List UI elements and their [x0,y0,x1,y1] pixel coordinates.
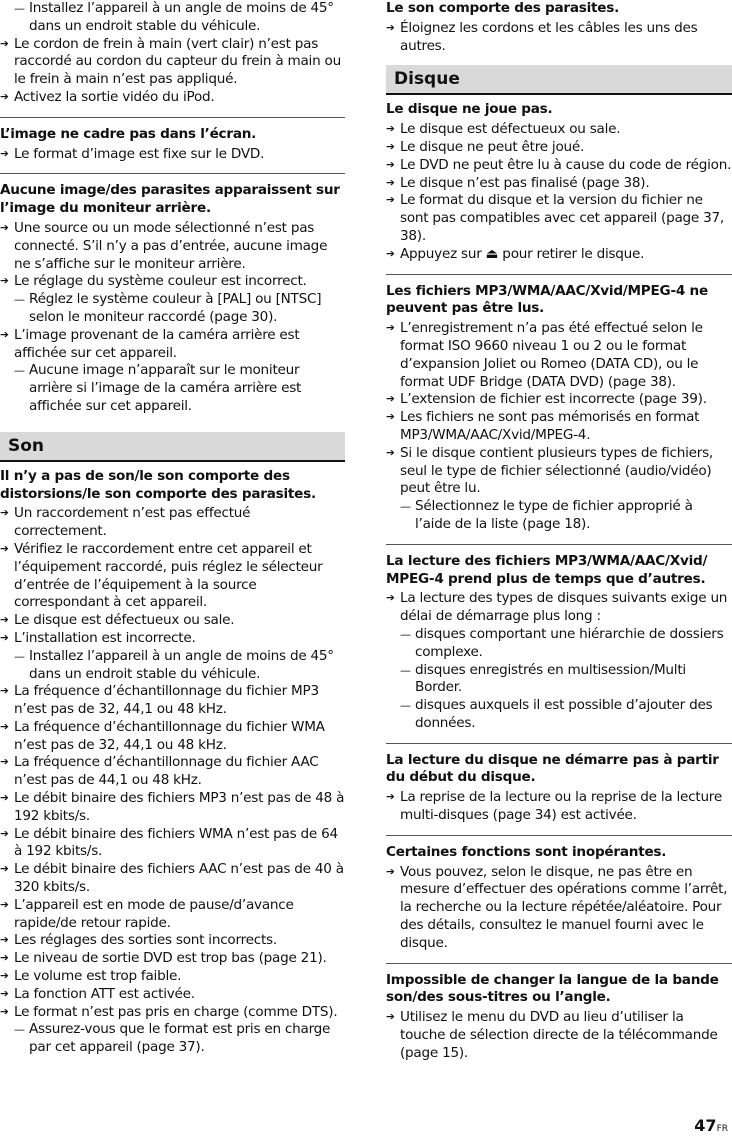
list-item: ➔ Le disque est défectueux ou sale. [0,612,345,630]
issue-title: Impossible de changer la langue de la bande son/des sous-titres ou l’angle. [386,971,719,1006]
sub-item: — disques comportant une hiérarchie de dossiers complexe. [386,626,732,662]
list-item: ➔ La fréquence d’échantillonnage du fichier MP3 n’est pas de 32, 44,1 ou 48 kHz. [0,683,345,719]
list-item: ➔ L’installation est incorrecte. [0,630,345,648]
list-item: ➔ Vous pouvez, selon le disque, ne pas être en mesure d’effectuer des opérations comme l’arrêt, la recherche ou la lecture répétée/aléatoire. Pour des détails, consultez le manuel fourni avec le disque. [386,864,732,953]
list-item: ➔ Utilisez le menu du DVD au lieu d’utiliser la touche de sélection directe de la télécommande (page 15). [386,1009,732,1062]
list-item: ➔ Le volume est trop faible. [0,968,345,986]
list-item: ➔ Le cordon de frein à main (vert clair) n’est pas raccordé au cordon du capteur du frein à main ou le frein à main n’est pas appliqué. [0,36,345,89]
language-code: FR [716,1124,728,1134]
page-footer [694,1116,728,1135]
list-item: ➔ Les fichiers ne sont pas mémorisés en format MP3/WMA/AAC/Xvid/MPEG-4. [386,409,732,445]
list-item: ➔ Activez la sortie vidéo du iPod. [0,89,345,107]
list-item: ➔ Vérifiez le raccordement entre cet appareil et l’équipement raccordé, puis réglez le sélecteur d’entrée de l’équipement à la source correspondant à cet appareil. [0,541,345,612]
continued-items [0,0,345,107]
list-item: ➔ L’enregistrement n’a pas été effectué selon le format ISO 9660 niveau 1 ou 2 ou le format d’expansion Joliet ou Romeo (DATA CD), ou le format UDF Bridge (DATA DVD) (page 38). [386,320,732,391]
section-heading-disque: Disque [386,65,732,95]
issue-disc-no-play [386,101,732,263]
list-item: ➔ Le format d’image est fixe sur le DVD. [0,146,345,164]
issue-not-from-start [386,743,732,825]
list-item: ➔ Éloignez les cordons et les câbles les uns des autres. [386,20,732,56]
issue-title: Certaines fonctions sont inopérantes. [386,843,667,860]
list-item: ➔ Le débit binaire des fichiers MP3 n’est pas de 48 à 192 kbits/s. [0,790,345,826]
list-item: ➔ Le disque ne peut être joué. [386,139,732,157]
left-column [0,0,345,1057]
issue-language-change [386,963,732,1063]
issue-title: Le disque ne joue pas. [386,101,553,118]
list-item: ➔ Appuyez sur ⏏ pour retirer le disque. [386,246,732,264]
issue-title: Le son comporte des parasites. [386,0,620,16]
issue-title: La lecture des fichiers MP3/WMA/AAC/Xvid/ MPEG-4 prend plus de temps que d’autres. [386,552,708,587]
list-item: ➔ L’extension de fichier est incorrecte (page 39). [386,391,732,409]
list-item: ➔ La fréquence d’échantillonnage du fichier AAC n’est pas de 44,1 ou 48 kHz. [0,754,345,790]
issue-functions-inoperative [386,835,732,953]
list-item: ➔ L’image provenant de la caméra arrière est affichée sur cet appareil. [0,327,345,363]
list-item: ➔ L’appareil est en mode de pause/d’avance rapide/de retour rapide. [0,897,345,933]
list-item: ➔ Le disque n’est pas finalisé (page 38). [386,175,732,193]
list-item: ➔ Un raccordement n’est pas effectué correctement. [0,505,345,541]
issue-title: L’image ne cadre pas dans l’écran. [0,125,257,142]
right-column [386,0,732,1063]
section-heading-son: Son [0,432,345,462]
list-item: ➔ Le débit binaire des fichiers WMA n’est pas de 64 à 192 kbits/s. [0,826,345,862]
list-item: ➔ La fréquence d’échantillonnage du fichier WMA n’est pas de 32, 44,1 ou 48 kHz. [0,719,345,755]
list-item: ➔ Une source ou un mode sélectionné n’est pas connecté. S’il n’y a pas d’entrée, aucune image ne s’affiche sur le moniteur arrière. [0,220,345,273]
issue-title: La lecture du disque ne démarre pas à partir du début du disque. [386,751,719,786]
issue-title: Il n’y a pas de son/le son comporte des distorsions/le son comporte des parasites. [0,467,316,502]
list-item: ➔ Le réglage du système couleur est incorrect. [0,273,345,291]
list-item: ➔ La fonction ATT est activée. [0,986,345,1004]
page-number: 47 [694,1116,717,1135]
issue-image-fit [0,117,345,164]
list-item: ➔ Le DVD ne peut être lu à cause du code de région. [386,157,732,175]
list-item: ➔ Le débit binaire des fichiers AAC n’est pas de 40 à 320 kbits/s. [0,861,345,897]
issue-no-sound [0,468,345,1057]
sub-item: — Sélectionnez le type de fichier approprié à l’aide de la liste (page 18). [386,498,732,534]
issue-title: Les fichiers MP3/WMA/AAC/Xvid/MPEG-4 ne peuvent pas être lus. [386,282,708,317]
sub-item: — Aucune image n’apparaît sur le moniteur arrière si l’image de la caméra arrière est affichée sur cet appareil. [0,362,345,415]
sub-item: — Réglez le système couleur à [PAL] ou [NTSC] selon le moniteur raccordé (page 30). [0,291,345,327]
sub-item: — Installez l’appareil à un angle de moins de 45° dans un endroit stable du véhicule. [0,0,345,36]
issue-sound-noise [386,0,732,55]
issue-files-unreadable [386,274,732,534]
list-item: ➔ Le niveau de sortie DVD est trop bas (page 21). [0,950,345,968]
sub-item: — disques auxquels il est possible d’ajouter des données. [386,697,732,733]
issue-rear-monitor [0,173,345,415]
list-item: ➔ La lecture des types de disques suivants exige un délai de démarrage plus long : [386,590,732,626]
list-item: ➔ Le disque est défectueux ou sale. [386,121,732,139]
list-item: ➔ Les réglages des sorties sont incorrects. [0,932,345,950]
issue-slow-playback [386,544,732,733]
list-item: ➔ Le format du disque et la version du fichier ne sont pas compatibles avec cet appareil (page 37, 38). [386,192,732,245]
list-item: ➔ La reprise de la lecture ou la reprise de la lecture multi-disques (page 34) est activée. [386,789,732,825]
sub-item: — Installez l’appareil à un angle de moins de 45° dans un endroit stable du véhicule. [0,648,345,684]
list-item: ➔ Le format n’est pas pris en charge (comme DTS). [0,1004,345,1022]
list-item: ➔ Si le disque contient plusieurs types de fichiers, seul le type de fichier sélectionné (audio/vidéo) peut être lu. [386,445,732,498]
sub-item: — Assurez-vous que le format est pris en charge par cet appareil (page 37). [0,1021,345,1057]
issue-title: Aucune image/des parasites apparaissent sur l’image du moniteur arrière. [0,182,340,217]
sub-item: — disques enregistrés en multisession/Multi Border. [386,662,732,698]
